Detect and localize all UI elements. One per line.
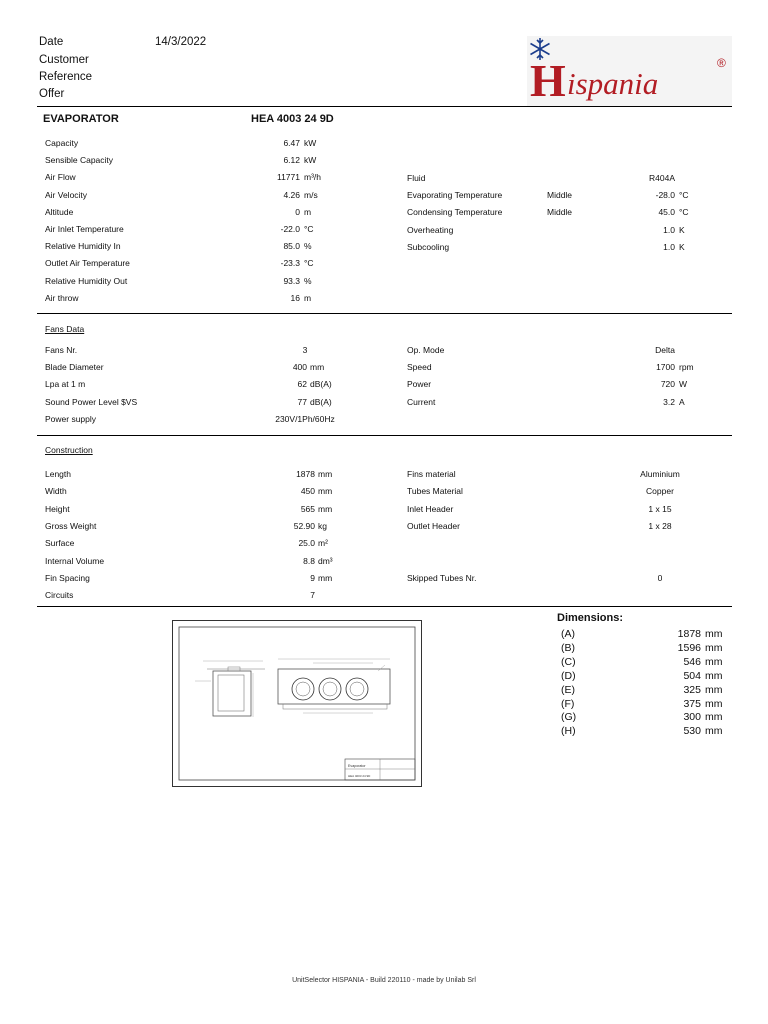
technical-drawing [172, 620, 422, 787]
param-value: Delta [655, 345, 675, 355]
dimension-key: (C) [561, 655, 576, 668]
date-value: 14/3/2022 [155, 36, 207, 48]
dimension-unit: mm [705, 628, 723, 640]
param-unit: °C [679, 207, 689, 218]
param-label: Outlet Air Temperature [45, 258, 130, 269]
param-label: Relative Humidity Out [45, 275, 128, 286]
dimension-value: 530 [683, 725, 701, 738]
param-unit: dm³ [318, 555, 333, 566]
param-value: 1 x 28 [648, 520, 672, 531]
param-label: Outlet Header [407, 520, 460, 531]
param-label: Power [407, 379, 432, 390]
param-value: 565 [300, 503, 315, 514]
param-label: Current [407, 396, 436, 407]
param-value: 25.0 [298, 538, 315, 549]
param-value: 1700 [656, 362, 675, 373]
param-value: -28.0 [655, 190, 675, 201]
param-unit: rpm [679, 362, 694, 373]
param-label: Condensing Temperature [407, 207, 503, 218]
param-value: 1.0 [663, 224, 675, 235]
dimension-unit: mm [705, 641, 723, 654]
construction-section-title: Construction [45, 445, 93, 455]
param-value: 720 [660, 379, 675, 390]
registered-mark: ® [717, 56, 726, 70]
param-unit: A [679, 396, 685, 407]
date-label: Date [39, 36, 64, 48]
dimension-value: 1596 [677, 641, 701, 654]
param-label: Circuits [45, 590, 74, 601]
param-label: Internal Volume [45, 555, 105, 566]
dimension-value: 546 [683, 655, 701, 668]
param-label: Air throw [45, 292, 79, 303]
param-label: Tubes Material [407, 486, 463, 497]
param-unit: m [304, 206, 312, 217]
param-label: Altitude [45, 206, 74, 217]
dimension-value: 325 [683, 683, 701, 696]
dimension-unit: mm [705, 669, 723, 682]
param-value: 62 [297, 379, 307, 390]
param-value: 77 [297, 396, 307, 407]
dimension-unit: mm [705, 725, 723, 738]
param-unit: kW [304, 155, 317, 166]
param-value: 0 [657, 572, 663, 583]
dimension-unit: mm [705, 655, 723, 668]
param-label: Lpa at 1 m [45, 379, 86, 390]
param-value: 3 [302, 345, 308, 355]
param-label: Gross Weight [45, 520, 97, 531]
param-value: 6.47 [283, 138, 300, 148]
param-label: Capacity [45, 138, 79, 148]
param-label: Overheating [407, 224, 454, 235]
param-value: 8.8 [303, 555, 315, 566]
param-label: Fluid [407, 173, 426, 183]
param-unit: m² [318, 538, 328, 549]
param-value: 93.3 [283, 275, 300, 286]
product-model: HEA 4003 24 9D [251, 113, 334, 125]
param-value: 4.26 [283, 189, 300, 200]
dimension-value: 504 [683, 669, 701, 682]
param-label: Skipped Tubes Nr. [407, 572, 477, 583]
param-label: Width [45, 486, 67, 497]
dimension-key: (H) [561, 725, 576, 738]
param-unit: m³/h [304, 172, 321, 183]
param-mid: Middle [547, 207, 573, 218]
param-unit: K [679, 224, 685, 235]
param-value: 11771 [276, 172, 300, 183]
param-label: Fans Nr. [45, 345, 78, 355]
title-block-model: HEA 4003 24 9D [348, 774, 371, 778]
param-value: 230V/1Ph/60Hz [275, 413, 335, 424]
param-unit: mm [310, 362, 325, 373]
dimension-unit: mm [705, 683, 723, 696]
param-label: Fin Spacing [45, 572, 90, 583]
param-unit: % [304, 241, 312, 252]
param-label: Sensible Capacity [45, 155, 114, 166]
param-unit: dB(A) [310, 396, 332, 407]
param-label: Power supply [45, 413, 97, 424]
param-value: -22.0 [280, 224, 300, 234]
param-unit: W [679, 379, 688, 390]
param-value: 1.0 [663, 241, 675, 252]
dimension-value: 300 [683, 711, 701, 724]
param-label: Blade Diameter [45, 362, 104, 373]
dimension-key: (D) [561, 669, 576, 682]
param-label: Height [45, 503, 70, 514]
param-value: 450 [300, 486, 315, 497]
divider [37, 606, 732, 607]
reference-label: Reference [39, 71, 93, 83]
dimension-value: 375 [683, 697, 701, 710]
param-value: Aluminium [640, 469, 680, 479]
param-value: 0 [295, 206, 300, 217]
param-label: Air Flow [45, 172, 76, 183]
param-label: Op. Mode [407, 345, 445, 355]
dimension-value: 1878 [677, 628, 701, 640]
param-value: -23.3 [280, 258, 300, 269]
dimension-key: (A) [561, 628, 575, 640]
footer-text: UnitSelector HISPANIA - Build 220110 - made by Unilab Srl [292, 977, 476, 984]
offer-label: Offer [39, 88, 65, 100]
param-unit: dB(A) [310, 379, 332, 390]
title-block-label: Evaporator [348, 764, 366, 768]
dimension-key: (G) [561, 711, 577, 724]
param-label: Air Inlet Temperature [45, 224, 124, 234]
divider [37, 313, 732, 314]
param-unit: °C [304, 258, 314, 269]
customer-label: Customer [39, 54, 89, 66]
brand-logo [527, 36, 732, 106]
product-type: EVAPORATOR [43, 113, 119, 125]
logo-letter: H [530, 55, 566, 106]
dimensions-title: Dimensions: [557, 612, 624, 624]
fans-section-title: Fans Data [45, 324, 85, 334]
param-value: 85.0 [283, 241, 300, 252]
param-value: 400 [292, 362, 307, 373]
param-label: Surface [45, 538, 75, 549]
param-label: Inlet Header [407, 503, 454, 514]
divider [37, 106, 732, 107]
param-label: Air Velocity [45, 189, 88, 200]
param-value: 6.12 [283, 155, 300, 166]
param-label: Sound Power Level $VS [45, 396, 138, 407]
param-unit: K [679, 241, 685, 252]
drawing-svg [173, 621, 421, 786]
param-unit: °C [304, 224, 314, 234]
param-label: Evaporating Temperature [407, 190, 503, 201]
param-value: 16 [290, 292, 300, 303]
param-value: 7 [310, 590, 315, 601]
dimension-key: (E) [561, 683, 575, 696]
param-unit: % [304, 275, 312, 286]
param-value: 1 x 15 [648, 503, 672, 514]
param-unit: kg [318, 520, 327, 531]
param-value: 52.90 [293, 520, 315, 531]
param-label: Relative Humidity In [45, 241, 121, 252]
param-label: Fins material [407, 469, 456, 479]
param-unit: m/s [304, 189, 318, 200]
dimension-unit: mm [705, 697, 723, 710]
param-label: Speed [407, 362, 432, 373]
dimension-key: (F) [561, 697, 575, 710]
dimension-key: (B) [561, 641, 575, 654]
param-unit: mm [318, 572, 333, 583]
param-unit: kW [304, 138, 317, 148]
param-value: 1878 [296, 469, 315, 479]
logo-text: ispania [567, 66, 659, 101]
param-unit: m [304, 292, 312, 303]
param-value: 45.0 [658, 207, 675, 218]
param-value: R404A [649, 173, 675, 183]
dimension-unit: mm [705, 711, 723, 724]
param-unit: mm [318, 503, 333, 514]
param-unit: mm [318, 469, 333, 479]
param-value: 3.2 [663, 396, 675, 407]
param-unit: °C [679, 190, 689, 201]
param-value: 9 [310, 572, 315, 583]
param-label: Length [45, 469, 71, 479]
param-mid: Middle [547, 190, 573, 201]
param-unit: mm [318, 486, 333, 497]
param-label: Subcooling [407, 241, 450, 252]
param-value: Copper [646, 486, 674, 497]
divider [37, 435, 732, 436]
